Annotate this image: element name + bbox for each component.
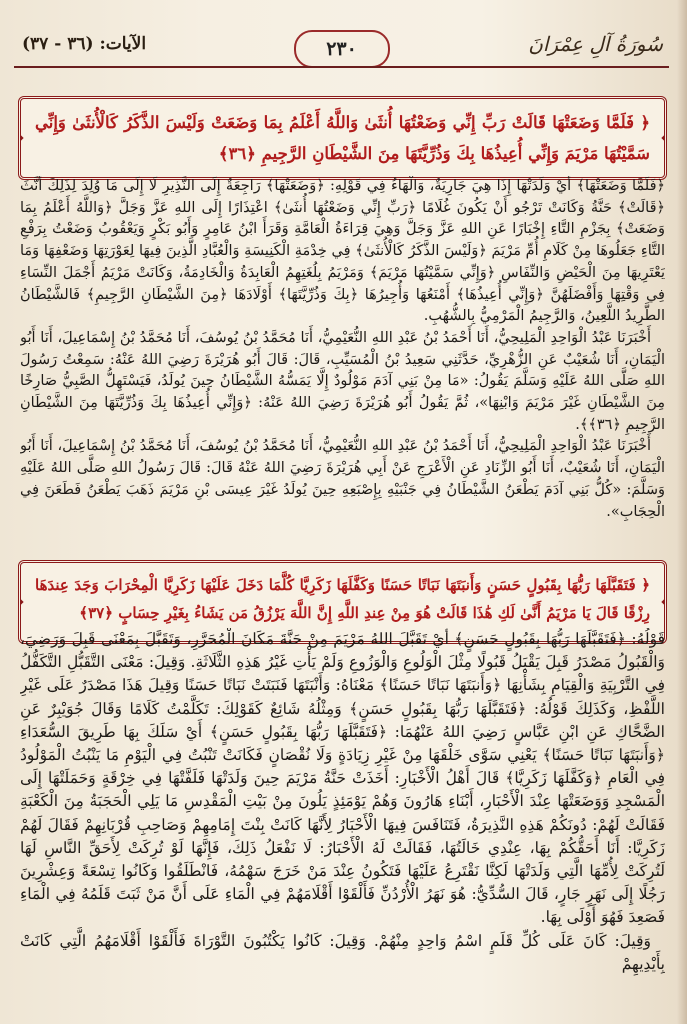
verse-text: ﴿ فَتَقَبَّلَهَا رَبُّهَا بِقَبُولٍ حَسَنٍ وَأَنبَتَهَا نَبَاتًا حَسَنًا وَكَفَّلَهَا زَكَرِيَّا كُلَّمَا دَخَلَ عَلَيْهَا زَكَرِيَّا الْمِحْرَابَ وَجَدَ عِندَهَا رِزْقًا قَالَ يَا مَرْيَمُ أَنَّىٰ لَكِ هَٰذَا قَالَتْ هُوَ مِنْ عِندِ اللَّهِ إِنَّ اللَّهَ يَرْزُقُ مَن يَشَاءُ بِغَيْرِ حِسَابٍ ﴿٣٧﴾ (35, 576, 650, 623)
hadith-paragraph: أَخْبَرَنَا عَبْدُ الْوَاحِدِ الْمَلِيحِيُّ، أَنَا أَحْمَدُ بْنُ عَبْدِ اللهِ النُّعَيْمِيُّ، أَنَا مُحَمَّدُ بْنُ يُوسُفَ، أَنَا مُحَمَّدُ بْنُ إِسْمَاعِيلَ، أَنَا أَبُو الْيَمَانِ، أَنَا شُعَيْبٌ عَنِ الزُّهْرِيِّ، حَدَّثَنِي سَعِيدُ بْنُ الْمُسَيِّبِ، قَالَ: قَالَ أَبُو هُرَيْرَةَ رَضِيَ اللهُ عَنْهُ: سَمِعْتُ رَسُولَ اللهِ صَلَّى اللهُ عَلَيْهِ وَسَلَّمَ يَقُولُ: «مَا مِنْ بَنِي آدَمَ مَوْلُودٌ إِلَّا يَمَسُّهُ الشَّيْطَانُ حِينَ يُولَدُ، فَيَسْتَهِلُّ الصَّبِيُّ صَارِخًا مِنَ الشَّيْطَانِ غَيْرَ مَرْيَمَ وَابْنِهَا»، ثُمَّ يَقُولُ أَبُو هُرَيْرَةَ رَضِيَ اللهُ عَنْهُ: ﴿وَإِنِّي أُعِيذُهَا بِكَ وَذُرِّيَّتَهَا مِنَ الشَّيْطَانِ الرَّجِيمِ ﴿٣٦﴾﴾. (20, 329, 665, 433)
page-edge-shadow (677, 0, 687, 1024)
hadith-paragraph: أَخْبَرَنَا عَبْدُ الْوَاحِدِ الْمَلِيحِيُّ، أَنَا أَحْمَدُ بْنُ عَبْدِ اللهِ النُّعَيْمِيُّ، أَنَا مُحَمَّدُ بْنُ يُوسُفَ، أَنَا مُحَمَّدُ بْنُ إِسْمَاعِيلَ، أَنَا أَبُو الْيَمَانِ، أَنَا شُعَيْبٌ، أَنَا أَبُو الزِّنَادِ عَنِ الْأَعْرَجِ عَنْ أَبِي هُرَيْرَةَ رَضِيَ اللهُ عَنْهُ قَالَ: قَالَ رَسُولُ اللهِ صَلَّى اللهُ عَلَيْهِ وَسَلَّمَ: «كُلُّ بَنِي آدَمَ يَطْعَنُ الشَّيْطَانُ فِي جَنْبَيْهِ بِإِصْبَعِهِ حِينَ يُولَدُ غَيْرَ عِيسَى بْنِ مَرْيَمَ ذَهَبَ يَطْعَنُ فَطَعَنَ فِي الْحِجَابِ». (20, 438, 665, 520)
commentary-paragraph: قَوْلُهُ: ﴿فَتَقَبَّلَهَا رَبُّهَا بِقَبُولٍ حَسَنٍ﴾ أَيْ تَقَبَّلَ اللهُ مَرْيَمَ مِنْ حَنَّةَ مَكَانَ الْمُحَرَّرِ، وَتَقَبَّلَ بِمَعْنَى قَبِلَ وَرَضِيَ، وَالْقَبُولُ مَصْدَرُ قَبِلَ يَقْبَلُ قَبُولًا مِثْلَ الْوَلُوعِ وَالْوَزُوعِ وَلَمْ يَأْتِ غَيْرُ هَذِهِ الثَّلَاثَةِ. وَقِيلَ: مَعْنَى التَّقَبُّلِ التَّكَفُّلُ فِي التَّرْبِيَةِ وَالْقِيَامِ بِشَأْنِهَا ﴿وَأَنبَتَهَا نَبَاتًا حَسَنًا﴾ مَعْنَاهُ: وَأَنْبَتَهَا فَنَبَتَتْ نَبَاتًا حَسَنًا وَقِيلَ هَذَا مَصْدَرٌ عَلَى غَيْرِ اللَّفْظِ، وَكَذَلِكَ قَوْلُهُ: ﴿فَتَقَبَّلَهَا رَبُّهَا بِقَبُولٍ حَسَنٍ﴾ وَمِثْلُهُ شَائِعٌ كَقَوْلِكَ: تَكَلَّمْتُ كَلَامًا وَقَالَ جُوَيْبِرٌ عَنِ الضَّحَّاكِ عَنِ ابْنِ عَبَّاسٍ رَضِيَ اللهُ عَنْهُمَا: ﴿فَتَقَبَّلَهَا رَبُّهَا بِقَبُولٍ حَسَنٍ﴾ أَيْ سَلَكَ بِهَا طَرِيقَ السُّعَدَاءِ ﴿وَأَنبَتَهَا نَبَاتًا حَسَنًا﴾ يَعْنِي سَوَّى خَلْقَهَا مِنْ غَيْرِ زِيَادَةٍ وَلَا نُقْصَانٍ فَكَانَتْ تَنْبُتُ فِي الْيَوْمِ مَا يَنْبُتُ الْمَوْلُودُ فِي الْعَامِ ﴿وَكَفَّلَهَا زَكَرِيَّا﴾ قَالَ أَهْلُ الْأَخْبَارِ: أَخَذَتْ حَنَّةُ مَرْيَمَ حِينَ وَلَدَتْهَا فَلَفَّتْهَا فِي خِرْقَةٍ وَحَمَلَتْهَا إِلَى الْمَسْجِدِ وَوَضَعَتْهَا عِنْدَ الْأَحْبَارِ، أَبْنَاءِ هَارُونَ وَهُمْ يَوْمَئِذٍ يَلُونَ مِنْ بَيْتِ الْمَقْدِسِ مَا يَلِي الْحَجَبَةُ مِنَ الْكَعْبَةِ فَقَالَتْ لَهُمْ: دُونَكُمْ هَذِهِ النَّذِيرَةُ، فَتَنَافَسَ فِيهَا الْأَحْبَارُ لِأَنَّهَا كَانَتْ بِنْتَ إِمَامِهِمْ وَصَاحِبِ قُرْبَانِهِمْ فَقَالَ لَهُمْ زَكَرِيَّا: أَنَا أَحَقُّكُمْ بِهَا، عِنْدِي خَالَتُهَا، فَقَالَتْ لَهُ الْأَحْبَارُ: لَا نَفْعَلُ ذَلِكَ، فَإِنَّهَا لَوْ تُرِكَتْ لِأَحَقِّ النَّاسِ لَهَا لَتُرِكَتْ لِأُمِّهَا الَّتِي وَلَدَتْهَا لَكِنَّا نَقْتَرِعُ عَلَيْهَا فَتَكُونُ عِنْدَ مَنْ خَرَجَ سَهْمُهُ، فَانْطَلَقُوا وَكَانُوا تِسْعَةً وَعِشْرِينَ رَجُلًا إِلَى نَهَرٍ جَارٍ، قَالَ السُّدِّيُّ: هُوَ نَهَرُ الْأُرْدُنِّ فَأَلْقَوْا أَقْلَامَهُمْ فِي الْمَاءِ عَلَى أَنَّ مَنْ ثَبَتَ قَلَمُهُ فِي الْمَاءِ فَصَعِدَ فَهُوَ أَوْلَى بِهَا. (20, 630, 665, 927)
verse-text: ﴿ فَلَمَّا وَضَعَتْهَا قَالَتْ رَبِّ إِنِّي وَضَعْتُهَا أُنثَىٰ وَاللَّهُ أَعْلَمُ بِمَا وَضَعَتْ وَلَيْسَ الذَّكَرُ كَالْأُنثَىٰ وَإِنِّي سَمَّيْتُهَا مَرْيَمَ وَإِنِّي أُعِيذُهَا بِكَ وَذُرِّيَّتَهَا مِنَ الشَّيْطَانِ الرَّجِيمِ ﴿٣٦﴾ (35, 113, 650, 163)
verse-box-36 (18, 96, 667, 180)
commentary-paragraph: ﴿فَلَمَّا وَضَعَتْهَا﴾ أَيْ وَلَدَتْهَا إِذَا هِيَ جَارِيَةٌ، وَالْهَاءُ فِي قَوْلِهِ: ﴿وَضَعَتْهَا﴾ رَاجِعَةٌ إِلَى النَّذِيرِ لَا إِلَى مَا وُلِدَ لِذَلِكَ أَنَّثَ ﴿قَالَتْ﴾ حَنَّةُ وَكَانَتْ تَرْجُو أَنْ يَكُونَ غُلَامًا ﴿رَبِّ إِنِّي وَضَعْتُهَا أُنثَىٰ﴾ اعْتِذَارًا إِلَى اللهِ عَزَّ وَجَلَّ ﴿وَاللَّهُ أَعْلَمُ بِمَا وَضَعَتْ﴾ بِجَزْمِ التَّاءِ إِخْبَارًا عَنِ اللهِ عَزَّ وَجَلَّ وَهِيَ قِرَاءَةُ الْعَامَّةِ وَقَرَأَ ابْنُ عَامِرٍ وَأَبُو بَكْرٍ وَيَعْقُوبُ وَضَعْتُ بِرَفْعِ التَّاءِ جَعَلُوهَا مِنْ كَلَامِ أُمِّ مَرْيَمَ ﴿وَلَيْسَ الذَّكَرُ كَالْأُنثَىٰ﴾ فِي خِدْمَةِ الْكَنِيسَةِ وَالْعُبَّادِ الَّذِينَ فِيهَا لِعَوْرَتِهَا وَضَعْفِهَا وَمَا يَعْتَرِيهَا مِنَ الْحَيْضِ وَالنِّفَاسِ ﴿وَإِنِّي سَمَّيْتُهَا مَرْيَمَ﴾ وَمَرْيَمُ بِلُغَتِهِمُ الْعَابِدَةُ وَالْخَادِمَةُ، وَكَانَتْ مَرْيَمُ أَجْمَلَ النِّسَاءِ فِي وَقْتِهَا وَأَفْضَلَهُنَّ ﴿وَإِنِّي أُعِيذُهَا﴾ أَمْنَعُهَا وَأُجِيرُهَا ﴿بِكَ وَذُرِّيَّتَهَا﴾ أَوْلَادَهَا ﴿مِنَ الشَّيْطَانِ الرَّجِيمِ﴾ فَالشَّيْطَانُ الطَّرِيدُ اللَّعِينُ، وَالرَّجِيمُ الْمَرْمِيُّ بِالشُّهُبِ. (20, 178, 665, 325)
ayat-range: الآيات: (٣٦ - ٣٧) (22, 34, 147, 54)
page-number: ٢٣٠ (294, 30, 390, 68)
commentary-block-2 (20, 628, 665, 1008)
page-header (14, 22, 669, 74)
header-divider (14, 66, 669, 68)
commentary-paragraph: وَقِيلَ: كَانَ عَلَى كُلِّ قَلَمٍ اسْمُ وَاحِدٍ مِنْهُمْ. وَقِيلَ: كَانُوا يَكْتُبُونَ التَّوْرَاةَ فَأَلْقَوْا أَقْلَامَهُمُ الَّتِي كَانَتْ بِأَيْدِيهِمْ (20, 931, 665, 973)
surah-title: سُورَةُ آلِ عِمْرَانَ (528, 32, 663, 56)
commentary-block-1 (20, 176, 665, 526)
